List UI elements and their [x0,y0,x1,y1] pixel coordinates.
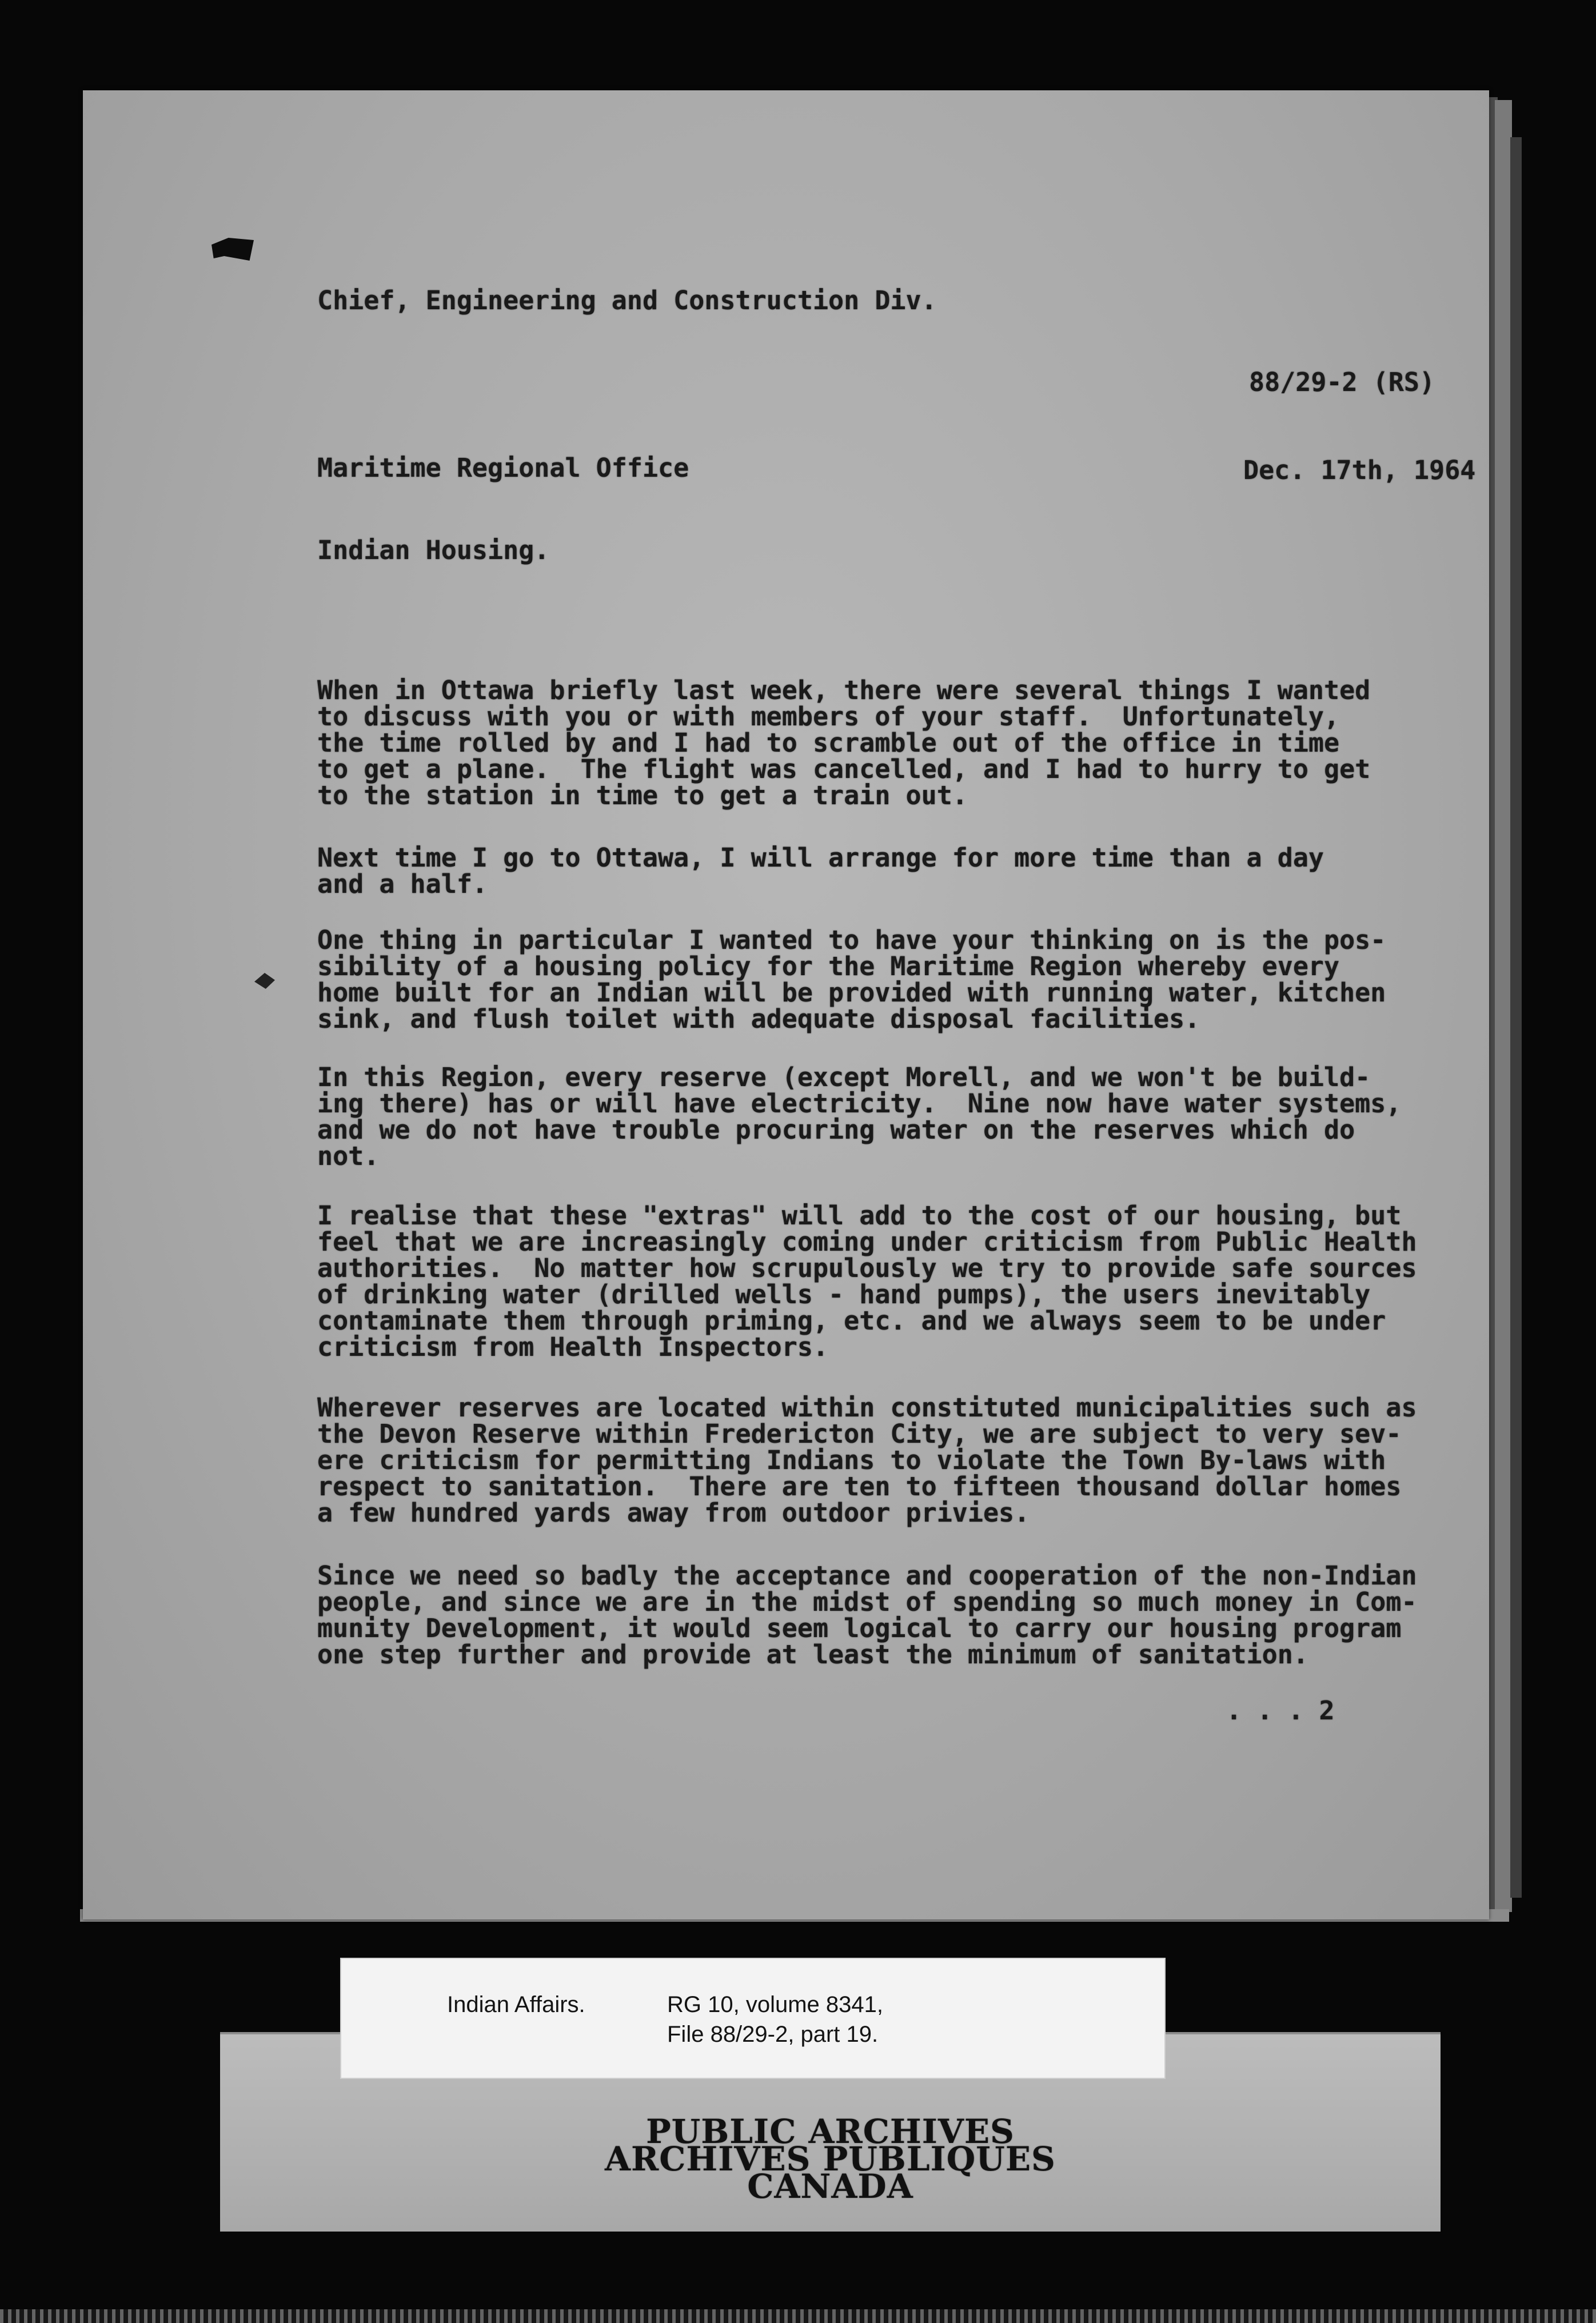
continuation-marker: . . . 2 [1226,1695,1335,1726]
paper-stack-edge [1495,100,1512,1912]
reference-line-2: File 88/29-2, part 19. [667,2022,879,2047]
body-line: sibility of a housing policy for the Maritime Region whereby every [317,951,1340,981]
body-line: respect to sanitation. There are ten to fifteen thousand dollar homes [317,1471,1402,1502]
stamp-archives-publiques: ARCHIVES PUBLIQUES [605,2140,1056,2178]
archive-reference-card [340,1958,1166,2079]
body-line: of drinking water (drilled wells - hand pumps), the users inevitably [317,1279,1371,1310]
letter-sheet [83,90,1489,1919]
staple-mark-icon [212,238,254,261]
body-line: one step further and provide at least the minimum of sanitation. [317,1639,1308,1670]
letter-date: Dec. 17th, 1964 [1243,455,1476,485]
paper-stack-edge [1510,137,1522,1898]
stamp-public-archives: PUBLIC ARCHIVES [646,2112,1015,2151]
body-paragraph [317,675,1371,811]
body-line: the Devon Reserve within Fredericton City, we are subject to very sev- [317,1419,1402,1449]
body-line: contaminate them through priming, etc. and we always seem to be under [317,1306,1386,1336]
body-line: and we do not have trouble procuring water on the reserves which do [317,1115,1355,1145]
body-line: In this Region, every reserve (except Morell, and we won't be build- [317,1062,1371,1092]
body-line: sink, and flush toilet with adequate disposal facilities. [317,1004,1200,1034]
body-line: One thing in particular I wanted to have your thinking on is the pos- [317,925,1386,955]
body-paragraph [317,1392,1417,1528]
body-paragraph [317,1062,1402,1171]
body-line: to discuss with you or with members of your staff. Unfortunately, [317,701,1340,732]
body-line: and a half. [317,869,488,899]
body-paragraph [317,1200,1417,1362]
body-line: Next time I go to Ottawa, I will arrange for more time than a day [317,843,1324,873]
film-sprocket-edge [0,2309,1596,2323]
stamp-canada: CANADA [747,2167,913,2206]
collection-label: Indian Affairs. [447,1992,585,2017]
body-line: ere criticism for permitting Indians to violate the Town By-laws with [317,1445,1386,1475]
sender-line: Maritime Regional Office [317,453,689,483]
body-line: criticism from Health Inspectors. [317,1332,829,1362]
body-line: to get a plane. The flight was cancelled, and I had to hurry to get [317,754,1371,784]
body-line: people, and since we are in the midst of spending so much money in Com- [317,1587,1417,1617]
file-reference: 88/29-2 (RS) [1249,367,1435,397]
body-line: Since we need so badly the acceptance and cooperation of the non-Indian [317,1560,1417,1591]
body-line: feel that we are increasingly coming under criticism from Public Health [317,1227,1417,1257]
body-line: the time rolled by and I had to scramble out of the office in time [317,728,1340,758]
recipient-line: Chief, Engineering and Construction Div. [317,285,937,316]
body-line: not. [317,1141,380,1171]
reference-line-1: RG 10, volume 8341, [667,1992,883,2017]
body-line: Wherever reserves are located within constituted municipalities such as [317,1392,1417,1423]
body-paragraph [317,1560,1417,1670]
body-line: munity Development, it would seem logical to carry our housing program [317,1613,1402,1643]
body-line: When in Ottawa briefly last week, there were several things I wanted [317,675,1371,705]
body-paragraph [317,845,1346,897]
body-line: to the station in time to get a train out. [317,780,968,811]
body-line: I realise that these "extras" will add to the cost of our housing, but [317,1200,1402,1231]
subject-line: Indian Housing. [317,535,550,565]
margin-mark-icon [254,973,275,989]
body-paragraph [317,925,1386,1034]
body-line: ing there) has or will have electricity. Nine now have water systems, [317,1088,1402,1119]
body-line: a few hundred yards away from outdoor privies. [317,1498,1030,1528]
body-line: authorities. No matter how scrupulously we try to provide safe sources [317,1253,1417,1283]
body-line: home built for an Indian will be provided with running water, kitchen [317,977,1386,1008]
